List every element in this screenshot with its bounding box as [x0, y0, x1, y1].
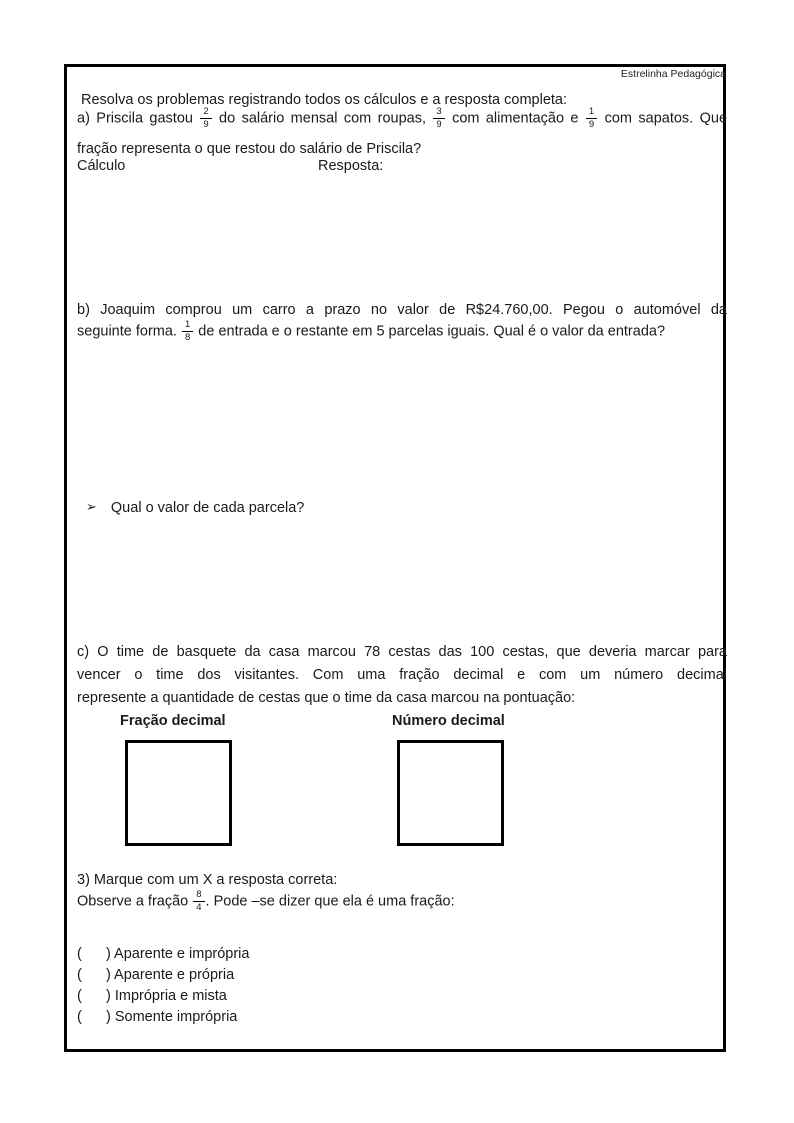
- fraction: $\frac{1}{8}$: [181, 320, 194, 343]
- answer-label: Resposta:: [318, 158, 384, 174]
- fracao-decimal-answer-box: [125, 740, 232, 846]
- instructions-text: Resolva os problemas registrando todos os cálculos e a resposta completa:: [81, 92, 568, 108]
- problem-a-line2: fração representa o que restou do salário de Priscila?: [77, 141, 422, 157]
- question3-title: 3) Marque com um X a resposta correta:: [77, 872, 338, 888]
- option-aparente-propria: ( ) Aparente e própria: [77, 967, 235, 983]
- problem-c-line2: vencer o time dos visitantes. Com uma fração decimal e com um número decimal: [77, 667, 727, 683]
- option-somente-impropria: ( ) Somente imprópria: [77, 1009, 238, 1025]
- sub-question-row: [86, 498, 304, 518]
- fraction: $\frac{1}{9}$: [585, 107, 598, 130]
- arrow-bullet-icon: ➢: [86, 499, 97, 514]
- fracao-decimal-label: Fração decimal: [120, 713, 226, 729]
- calc-label: Cálculo: [77, 158, 126, 174]
- problem-b-line2: seguinte forma. $\frac{1}{8}$ de entrada e o restante em 5 parcelas iguais. Qual é o valor da entrada?: [77, 319, 666, 343]
- calc-answer-row: [77, 158, 727, 177]
- problem-c-line3: represente a quantidade de cestas que o time da casa marcou na pontuação:: [77, 690, 576, 706]
- numero-decimal-answer-box: [397, 740, 504, 846]
- problem-a-line1: a) Priscila gastou $\frac{2}{9}$ do salário mensal com roupas, $\frac{3}{9}$ com alimentação e $\frac{1}{9}$ com sapatos. Que: [77, 106, 728, 130]
- option-aparente-impropria: ( ) Aparente e imprópria: [77, 946, 250, 962]
- sub-question-text: Qual o valor de cada parcela?: [110, 500, 305, 516]
- publisher-credit: Estrelinha Pedagógica: [620, 68, 726, 80]
- fraction: $\frac{8}{4}$: [192, 890, 205, 913]
- problem-c-line1: c) O time de basquete da casa marcou 78 cestas das 100 cestas, que deveria marcar para: [77, 644, 727, 660]
- fraction: $\frac{3}{9}$: [432, 107, 445, 130]
- numero-decimal-label: Número decimal: [392, 713, 505, 729]
- option-impropria-mista: ( ) Imprópria e mista: [77, 988, 227, 1004]
- problem-b-line1: b) Joaquim comprou um carro a prazo no valor de R$24.760,00. Pegou o automóvel da: [77, 302, 727, 318]
- fraction: $\frac{2}{9}$: [199, 107, 212, 130]
- question3-prompt: Observe a fração $\frac{8}{4}$ . Pode –se dizer que ela é uma fração:: [77, 889, 455, 913]
